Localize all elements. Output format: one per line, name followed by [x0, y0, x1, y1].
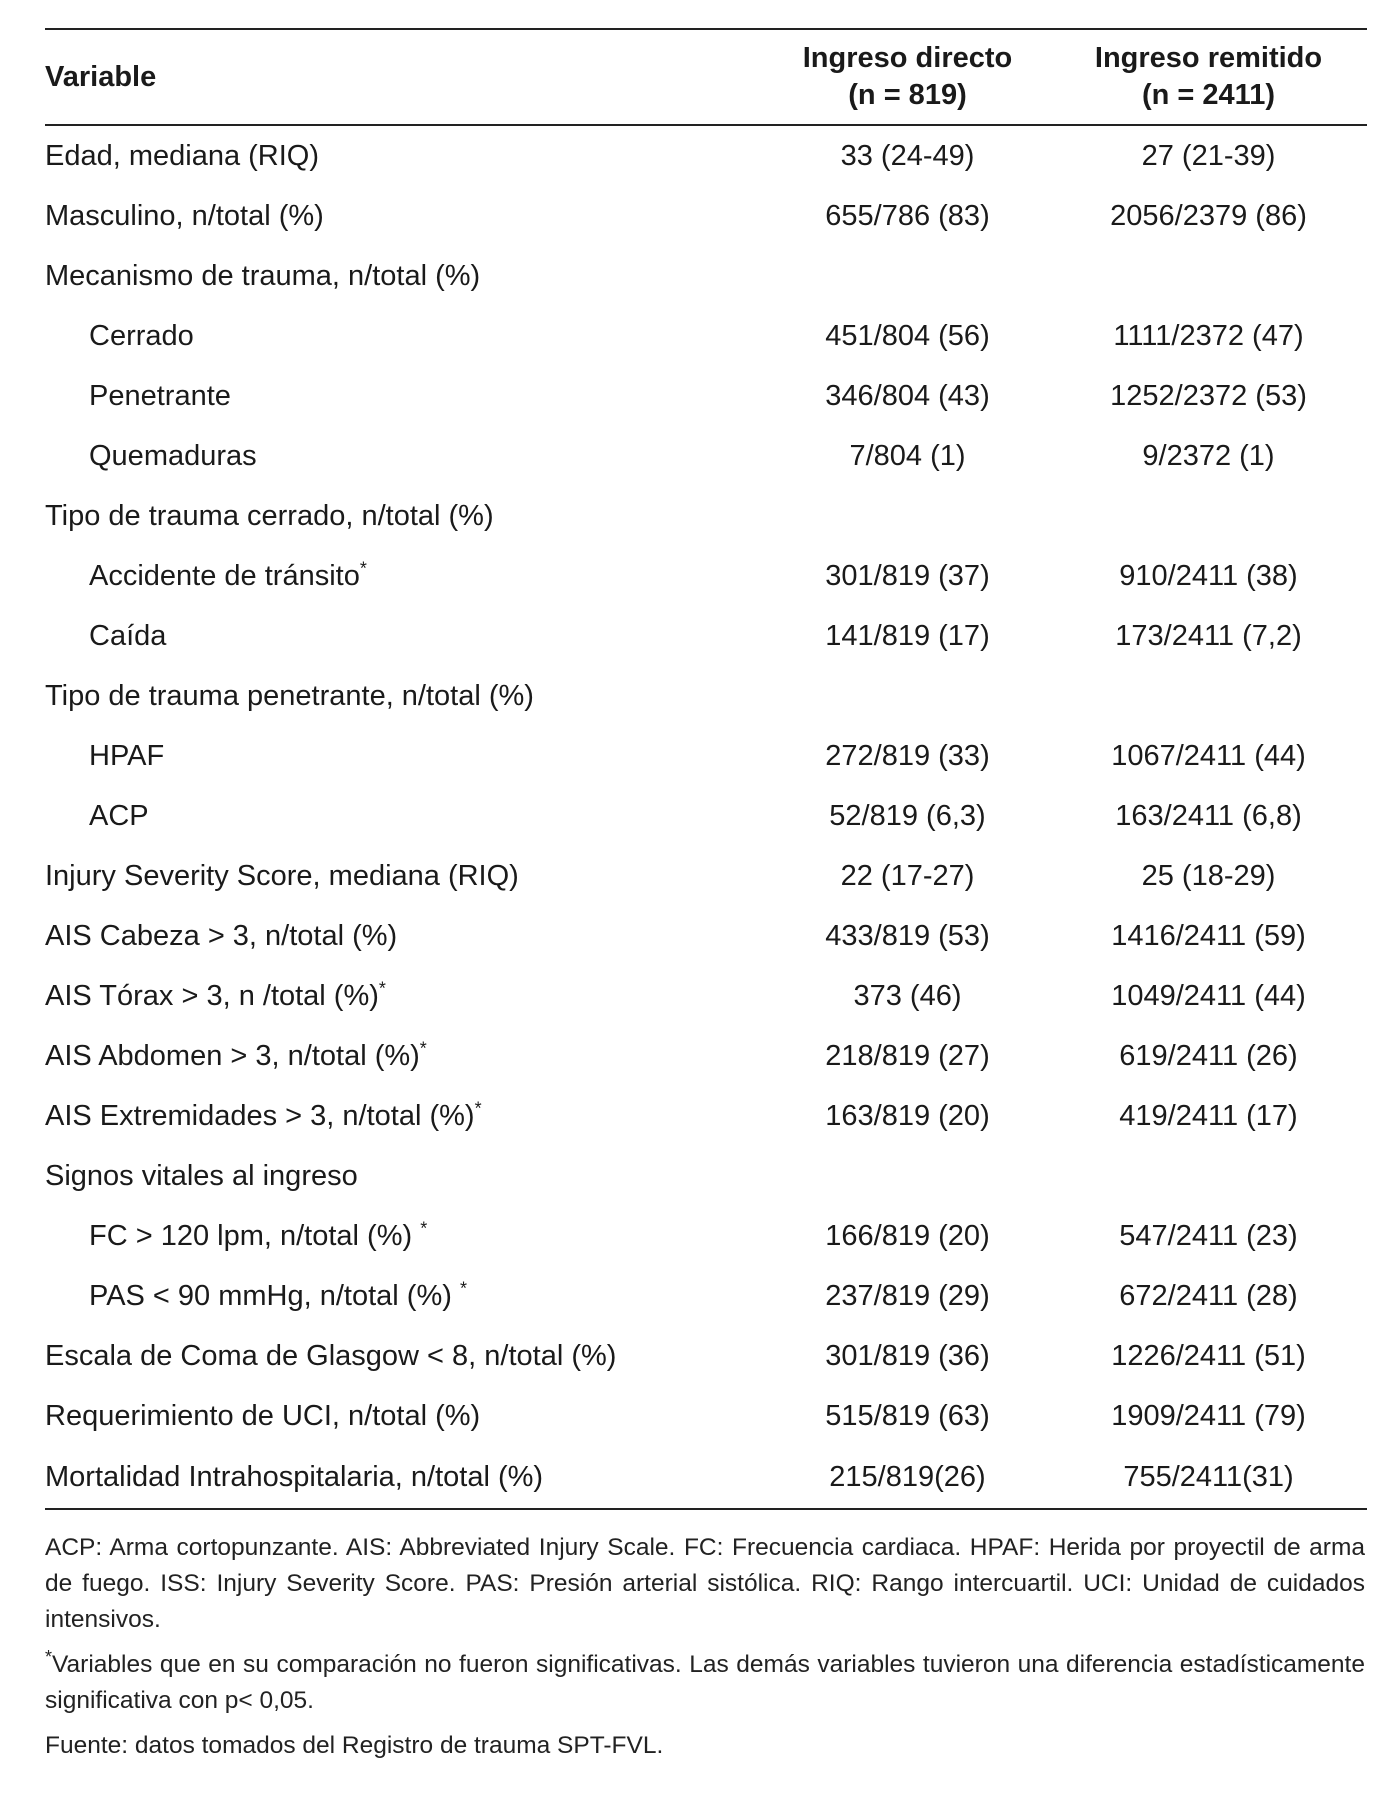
row-variable-label: Tipo de trauma penetrante, n/total (%)	[45, 679, 534, 712]
row-footnote-mark: *	[420, 1217, 428, 1238]
cell-direct-admission: 215/819(26)	[765, 1446, 1050, 1509]
table-row	[45, 366, 1367, 426]
header-direct-n: (n = 819)	[848, 79, 967, 111]
row-variable	[45, 306, 765, 366]
row-variable-label: Signos vitales al ingreso	[45, 1159, 358, 1192]
row-variable-label: AIS Abdomen > 3, n/total (%)	[45, 1039, 420, 1072]
row-variable	[45, 546, 765, 606]
table-row	[45, 1446, 1367, 1509]
table-row	[45, 846, 1367, 906]
row-variable	[45, 1206, 765, 1266]
row-variable	[45, 966, 765, 1026]
row-footnote-mark: *	[359, 557, 367, 578]
table-body	[45, 125, 1367, 1509]
header-direct-title: Ingreso directo	[802, 42, 1013, 74]
cell-referred-admission: 27 (21-39)	[1141, 139, 1276, 172]
row-variable	[45, 186, 765, 246]
cell-direct-admission: 346/804 (43)	[825, 379, 990, 412]
header-referred-admission	[1050, 29, 1367, 125]
cell-direct-admission: 33 (24-49)	[840, 139, 975, 172]
table-row	[45, 666, 1367, 726]
cell-referred-admission: 25 (18-29)	[1141, 859, 1276, 892]
row-footnote-mark: *	[474, 1097, 482, 1118]
row-variable-label: PAS < 90 mmHg, n/total (%)	[89, 1279, 460, 1312]
table-header-row	[45, 29, 1367, 125]
cell-referred-admission: 1111/2372 (47)	[1113, 319, 1304, 352]
cell-direct-admission	[765, 246, 1050, 306]
table-row	[45, 1026, 1367, 1086]
row-variable	[45, 486, 765, 546]
cell-direct-admission: 237/819 (29)	[825, 1279, 990, 1312]
cell-referred-admission: 1909/2411 (79)	[1111, 1399, 1306, 1432]
cell-direct-admission: 655/786 (83)	[825, 199, 990, 232]
row-variable	[45, 606, 765, 666]
table-row	[45, 606, 1367, 666]
cell-referred-admission: 1416/2411 (59)	[1111, 919, 1306, 952]
cell-referred-admission	[1050, 486, 1367, 546]
table-row	[45, 546, 1367, 606]
row-variable	[45, 906, 765, 966]
header-referred-title: Ingreso remitido	[1094, 42, 1323, 74]
row-footnote-mark: *	[378, 977, 386, 998]
table-row	[45, 1266, 1367, 1326]
row-variable	[45, 366, 765, 426]
header-variable: Variable	[45, 29, 765, 125]
cell-referred-admission: 9/2372 (1)	[1142, 439, 1275, 472]
row-variable	[45, 426, 765, 486]
cell-direct-admission: 515/819 (63)	[825, 1399, 990, 1432]
row-variable-label: Quemaduras	[89, 439, 257, 472]
table-row	[45, 966, 1367, 1026]
cell-direct-admission: 163/819 (20)	[825, 1099, 990, 1132]
row-variable	[45, 1326, 765, 1386]
table-row	[45, 1086, 1367, 1146]
cell-referred-admission: 1049/2411 (44)	[1111, 979, 1306, 1012]
cell-direct-admission: 52/819 (6,3)	[829, 799, 986, 832]
row-variable-label: Tipo de trauma cerrado, n/total (%)	[45, 499, 494, 532]
row-variable	[45, 786, 765, 846]
row-variable-label: Injury Severity Score, mediana (RIQ)	[45, 859, 519, 892]
table-row	[45, 246, 1367, 306]
cell-direct-admission: 7/804 (1)	[849, 439, 966, 472]
table-row	[45, 125, 1367, 186]
row-variable-label: Escala de Coma de Glasgow < 8, n/total (%)	[45, 1339, 617, 1372]
header-referred-n: (n = 2411)	[1142, 79, 1275, 111]
row-variable-label: Penetrante	[89, 379, 231, 412]
cell-referred-admission	[1050, 246, 1367, 306]
row-footnote-mark: *	[419, 1037, 427, 1058]
row-variable	[45, 1266, 765, 1326]
row-variable	[45, 846, 765, 906]
header-direct-admission	[765, 29, 1050, 125]
cell-direct-admission: 166/819 (20)	[825, 1219, 990, 1252]
table-row	[45, 426, 1367, 486]
row-variable-label: Requerimiento de UCI, n/total (%)	[45, 1399, 481, 1432]
footnote-mark: *	[45, 1646, 53, 1667]
row-variable	[45, 1086, 765, 1146]
row-variable-label: Accidente de tránsito	[89, 559, 360, 592]
row-variable	[45, 1386, 765, 1446]
table-row	[45, 306, 1367, 366]
abbreviations-legend: ACP: Arma cortopunzante. AIS: Abbreviated Injury Scale. FC: Frecuencia cardiaca. HPAF: Herida por proyectil de arma de fuego. ISS: Injury Severity Score. PAS: Presión arterial sistólica. RIQ: Rango intercuartil. UCI: Unidad de cuidados intensivos.	[45, 1534, 1365, 1633]
cell-direct-admission	[765, 666, 1050, 726]
cell-referred-admission: 163/2411 (6,8)	[1115, 799, 1302, 832]
source-note: Fuente: datos tomados del Registro de trauma SPT-FVL.	[45, 1732, 664, 1759]
table-row	[45, 726, 1367, 786]
row-footnote-mark: *	[459, 1277, 467, 1298]
row-variable	[45, 125, 765, 186]
row-variable-label: ACP	[89, 799, 149, 832]
row-variable-label: Mortalidad Intrahospitalaria, n/total (%)	[45, 1460, 544, 1493]
table-row	[45, 906, 1367, 966]
cell-referred-admission	[1050, 1146, 1367, 1206]
row-variable	[45, 666, 765, 726]
cell-referred-admission: 672/2411 (28)	[1119, 1279, 1298, 1312]
significance-footnote	[45, 1647, 1365, 1719]
cell-direct-admission: 22 (17-27)	[840, 859, 975, 892]
cell-direct-admission	[765, 486, 1050, 546]
table-row	[45, 1386, 1367, 1446]
cell-referred-admission: 1067/2411 (44)	[1111, 739, 1306, 772]
cell-direct-admission: 141/819 (17)	[825, 619, 990, 652]
cell-direct-admission: 301/819 (37)	[825, 559, 990, 592]
row-variable	[45, 1146, 765, 1206]
row-variable-label: FC > 120 lpm, n/total (%)	[89, 1219, 421, 1252]
table-row	[45, 1326, 1367, 1386]
row-variable-label: AIS Extremidades > 3, n/total (%)	[45, 1099, 475, 1132]
row-variable-label: Edad, mediana (RIQ)	[45, 139, 320, 172]
row-variable-label: Cerrado	[89, 319, 194, 352]
cell-referred-admission: 2056/2379 (86)	[1110, 199, 1307, 232]
cell-referred-admission: 1252/2372 (53)	[1110, 379, 1307, 412]
cell-referred-admission: 419/2411 (17)	[1119, 1099, 1298, 1132]
cell-referred-admission: 1226/2411 (51)	[1111, 1339, 1306, 1372]
table-row	[45, 786, 1367, 846]
row-variable-label: Caída	[89, 619, 167, 652]
row-variable-label: AIS Tórax > 3, n /total (%)	[45, 979, 379, 1012]
cell-referred-admission	[1050, 666, 1367, 726]
cell-direct-admission: 373 (46)	[853, 979, 962, 1012]
row-variable-label: HPAF	[89, 739, 165, 772]
results-table	[45, 28, 1367, 1510]
table-notes	[45, 1530, 1365, 1764]
row-variable-label: Masculino, n/total (%)	[45, 199, 324, 232]
table-row	[45, 486, 1367, 546]
row-variable-label: AIS Cabeza > 3, n/total (%)	[45, 919, 398, 952]
cell-referred-admission: 173/2411 (7,2)	[1115, 619, 1302, 652]
row-variable	[45, 246, 765, 306]
table-row	[45, 186, 1367, 246]
cell-direct-admission	[765, 1146, 1050, 1206]
footnote-text: Variables que en su comparación no fueron significativas. Las demás variables tuvieron una diferencia estadísticamente significativa con p< 0,05.	[45, 1651, 1365, 1714]
cell-referred-admission: 547/2411 (23)	[1119, 1219, 1298, 1252]
cell-referred-admission: 755/2411(31)	[1050, 1446, 1367, 1509]
table-row	[45, 1146, 1367, 1206]
cell-referred-admission: 910/2411 (38)	[1119, 559, 1298, 592]
cell-direct-admission: 451/804 (56)	[825, 319, 990, 352]
cell-direct-admission: 433/819 (53)	[825, 919, 990, 952]
cell-direct-admission: 218/819 (27)	[825, 1039, 990, 1072]
table-row	[45, 1206, 1367, 1266]
cell-direct-admission: 272/819 (33)	[825, 739, 990, 772]
row-variable-label: Mecanismo de trauma, n/total (%)	[45, 259, 481, 292]
row-variable	[45, 1446, 765, 1509]
row-variable	[45, 1026, 765, 1086]
cell-direct-admission: 301/819 (36)	[825, 1339, 990, 1372]
cell-referred-admission: 619/2411 (26)	[1119, 1039, 1298, 1072]
row-variable	[45, 726, 765, 786]
